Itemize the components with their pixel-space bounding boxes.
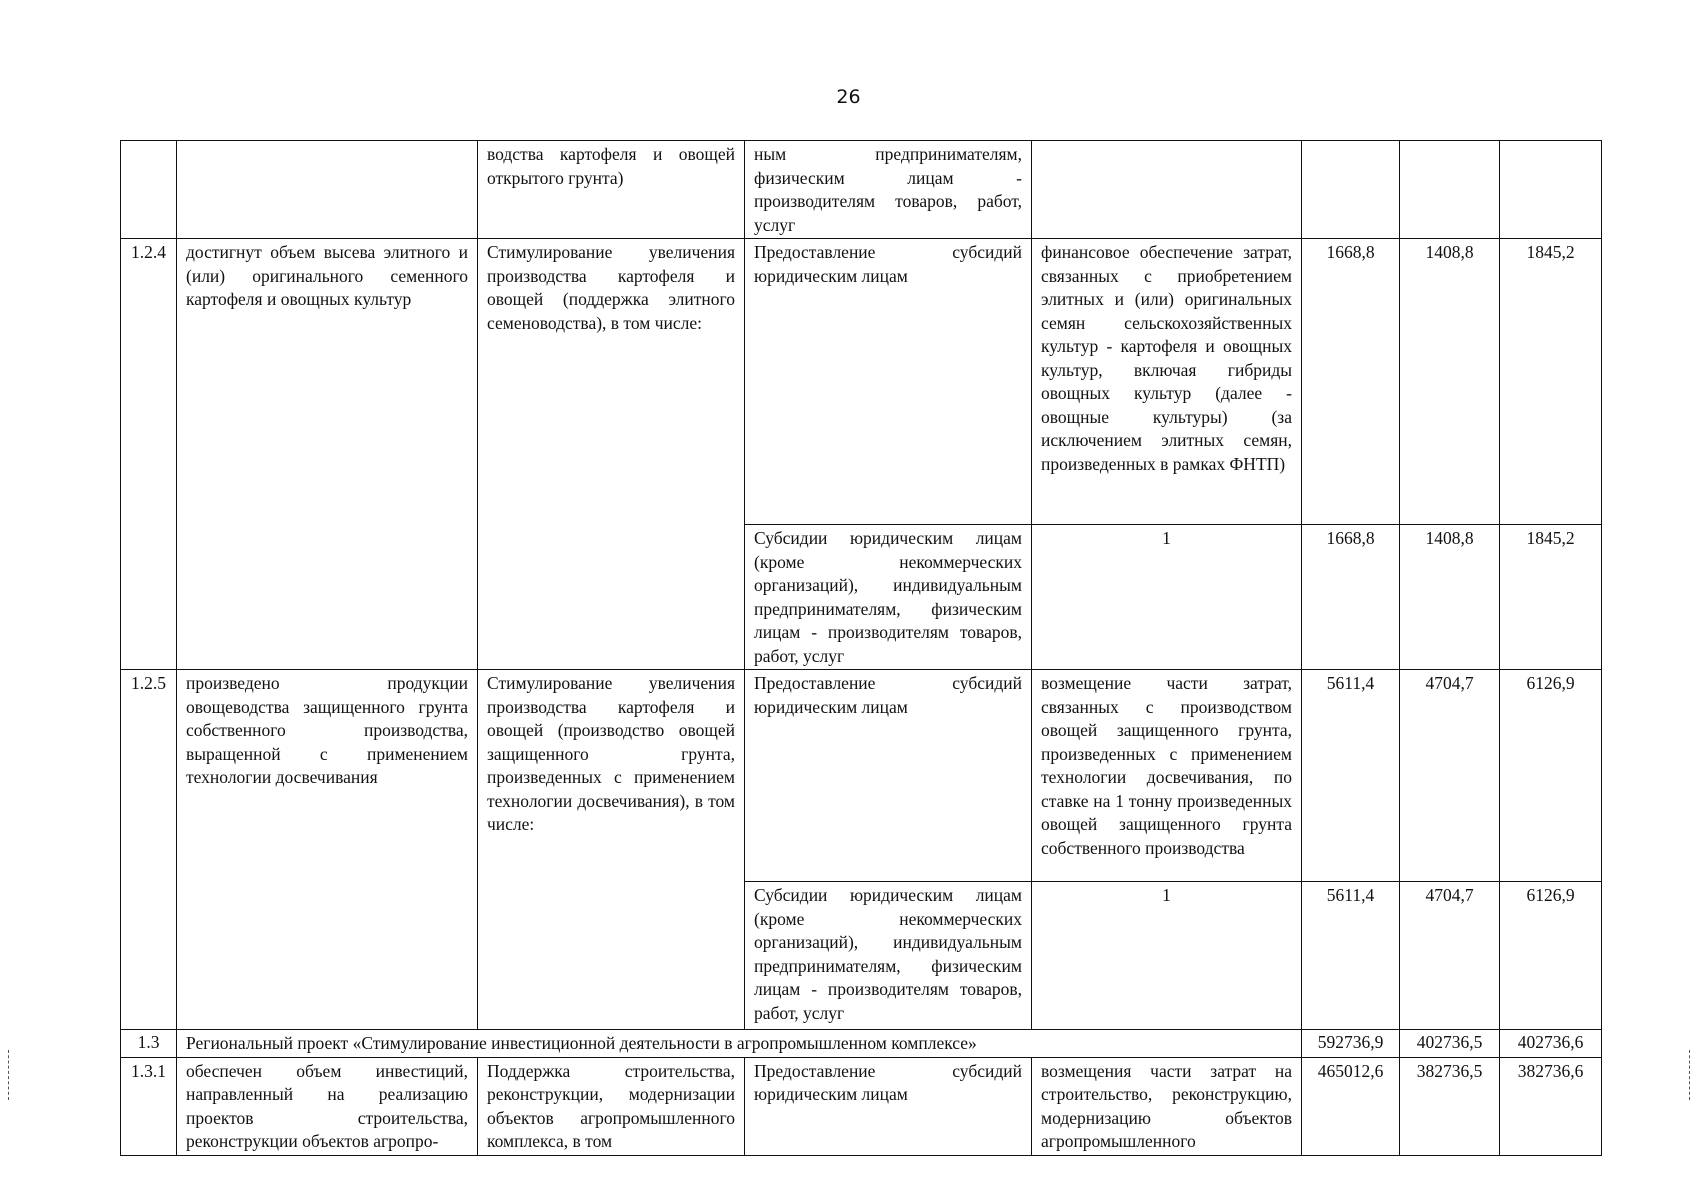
value-cell: 382736,6: [1500, 1057, 1602, 1155]
value-cell: 402736,5: [1400, 1030, 1500, 1058]
measure-cell: Поддержка строительства, реконструкции, модернизации объектов агропромышленного комплекса, в том: [478, 1057, 745, 1155]
purpose-cell: [1032, 141, 1302, 239]
value-cell: 5611,4: [1302, 670, 1400, 882]
value-cell: [1500, 141, 1602, 239]
mechanism-cell: Предоставление субсидий юридическим лицам: [745, 239, 1032, 525]
value-cell: [1302, 141, 1400, 239]
value-cell: 1408,8: [1400, 525, 1500, 670]
table-row: [121, 1030, 1602, 1058]
measure-cell: Стимулирование увеличения производства картофеля и овощей (поддержка элитного семеноводства), в том числе:: [478, 239, 745, 670]
code-cell: [121, 141, 177, 239]
value-cell: [1400, 141, 1500, 239]
table-row: [121, 141, 1602, 239]
purpose-cell: 1: [1032, 882, 1302, 1030]
value-cell: 402736,6: [1500, 1030, 1602, 1058]
code-cell: 1.3: [121, 1030, 177, 1058]
result-cell: произведено продукции овощеводства защищенного грунта собственного производства, выращенной с применением технологии досвечивания: [177, 670, 478, 1030]
purpose-cell: возмещения части затрат на строительство, реконструкцию, модернизацию объектов агропромышленного: [1032, 1057, 1302, 1155]
value-cell: 6126,9: [1500, 882, 1602, 1030]
value-cell: 1668,8: [1302, 525, 1400, 670]
value-cell: 1668,8: [1302, 239, 1400, 525]
value-cell: 1408,8: [1400, 239, 1500, 525]
value-cell: 382736,5: [1400, 1057, 1500, 1155]
value-cell: 1845,2: [1500, 239, 1602, 525]
table-row: [121, 670, 1602, 882]
measure-cell: Стимулирование увеличения производства картофеля и овощей (производство овощей защищенного грунта, произведенных с применением технологии досвечивания), в том числе:: [478, 670, 745, 1030]
value-cell: 465012,6: [1302, 1057, 1400, 1155]
scan-artifact-right: [1689, 1050, 1690, 1100]
mechanism-cell: Субсидии юридическим лицам (кроме некоммерческих организаций), индивидуальным предпринимателям, физическим лицам - производителям товаров, работ, услуг: [745, 525, 1032, 670]
result-cell: достигнут объем высева элитного и (или) оригинального семенного картофеля и овощных культур: [177, 239, 478, 670]
table-row: [121, 1057, 1602, 1155]
purpose-cell: возмещение части затрат, связанных с производством овощей защищенного грунта, произведенных с применением технологии досвечивания, по ставке на 1 тонну произведенных овощей защищенного грунта собственного производства: [1032, 670, 1302, 882]
value-cell: 6126,9: [1500, 670, 1602, 882]
result-cell: [177, 141, 478, 239]
scan-artifact-left: [8, 1050, 9, 1100]
mechanism-cell: Предоставление субсидий юридическим лицам: [745, 670, 1032, 882]
value-cell: 592736,9: [1302, 1030, 1400, 1058]
code-cell: 1.3.1: [121, 1057, 177, 1155]
page-number: 26: [836, 86, 861, 108]
measure-cell: водства картофеля и овощей открытого грунта): [478, 141, 745, 239]
mechanism-cell: ным предпринимателям, физическим лицам - производителям товаров, работ, услуг: [745, 141, 1032, 239]
value-cell: 5611,4: [1302, 882, 1400, 1030]
value-cell: 1845,2: [1500, 525, 1602, 670]
purpose-cell: финансовое обеспечение затрат, связанных с приобретением элитных и (или) оригинальных семян сельскохозяйственных культур - картофеля и овощных культур, включая гибриды овощных культур (далее - овощные культуры) (за исключением элитных семян, произведенных в рамках ФНТП): [1032, 239, 1302, 525]
value-cell: 4704,7: [1400, 882, 1500, 1030]
code-cell: 1.2.4: [121, 239, 177, 670]
value-cell: 4704,7: [1400, 670, 1500, 882]
table-row: [121, 239, 1602, 525]
result-cell: обеспечен объем инвестиций, направленный на реализацию проектов строительства, реконструкции объектов агропро-: [177, 1057, 478, 1155]
code-cell: 1.2.5: [121, 670, 177, 1030]
mechanism-cell: Предоставление субсидий юридическим лицам: [745, 1057, 1032, 1155]
budget-table: [120, 140, 1602, 1156]
project-title-cell: Региональный проект «Стимулирование инвестиционной деятельности в агропромышленном комплексе»: [177, 1030, 1302, 1058]
mechanism-cell: Субсидии юридическим лицам (кроме некоммерческих организаций), индивидуальным предпринимателям, физическим лицам - производителям товаров, работ, услуг: [745, 882, 1032, 1030]
purpose-cell: 1: [1032, 525, 1302, 670]
